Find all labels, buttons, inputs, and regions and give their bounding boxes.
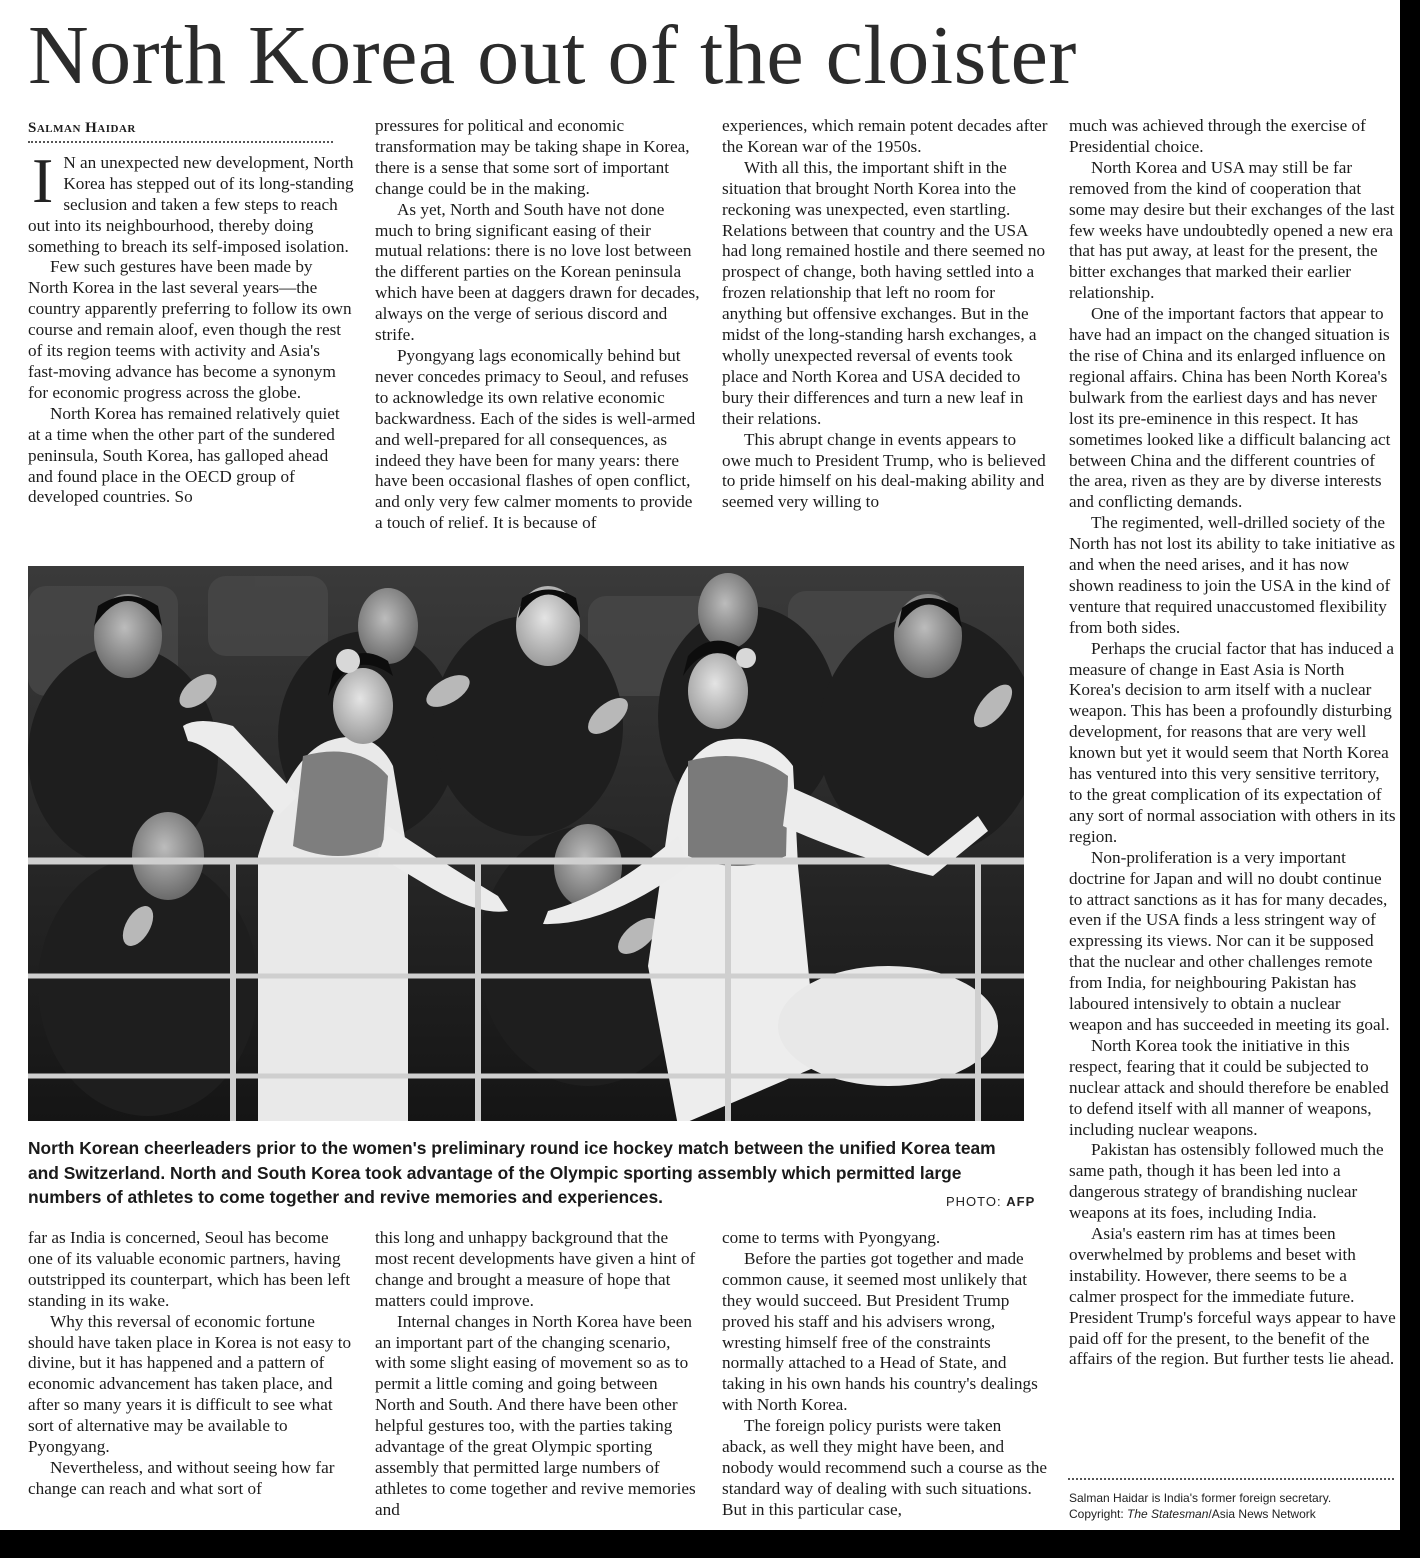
paragraph: This abrupt change in events appears to owe much to President Trump, who is believed to pride himself on his deal-making ability and seemed very willing to [722, 429, 1046, 512]
paragraph: Internal changes in North Korea have been an important part of the changing scenario, with some slight easing of movement so as to permit a little coming and going between North and South. And there have been other helpful gestures too, with the parties taking advantage of the great Olympic sporting assembly that permitted large numbers of athletes to come together and revive memories and [375, 1311, 696, 1519]
paragraph: The regimented, well-drilled society of the North has not lost its ability to take initiative as and when the need arises, and it has now shown readiness to join the USA in the kind of venture that required unaccustomed flexibility from both sides. [1069, 513, 1396, 637]
paragraph: Few such gestures have been made by North Korea in the last several years—the country apparently preferring to follow its own course and remain aloof, even though the rest of its region teems with activity and Asia's fast-moving advance has become a synonym for economic progress across the globe. [28, 257, 352, 402]
paragraph: experiences, which remain potent decades after the Korean war of the 1950s. [722, 116, 1048, 156]
paragraph: North Korea and USA may still be far removed from the kind of cooperation that some may desire but their exchanges of the last few weeks have undoubtedly opened a new era that has put away, at least for the present, the bitter exchanges that marked their earlier relationship. [1069, 157, 1395, 303]
paragraph: far as India is concerned, Seoul has become one of its valuable economic partners, having outstripped its counterpart, which has been left standing in its wake. [28, 1228, 351, 1310]
paragraph: pressures for political and economic transformation may be taking shape in Korea, there is a sense that some sort of important change could be in the making. [375, 116, 690, 198]
column-2-bottom [375, 1228, 701, 1524]
paragraph: Perhaps the crucial factor that has induced a measure of change in East Asia is North Korea's decision to arm itself with a nuclear weapon. This has been a profoundly disturbing development, for reasons that are very well known but yet it would seem that North Korea has ventured into this very sensitive territory, to the great complication of its expectation of any sort of normal association with others in its region. [1069, 638, 1396, 846]
cheerleaders-photo [28, 566, 1024, 1121]
paragraph: North Korea took the initiative in this respect, fearing that it could be subjected to nuclear attack and should therefore be enabled to defend itself with all manner of weapons, including nuclear weapons. [1069, 1035, 1389, 1139]
column-1-top [28, 118, 354, 552]
paragraph: Before the parties got together and made common cause, it seemed most unlikely that they would succeed. But President Trump proved his staff and his advisers wrong, wresting himself free of the constraints normally attached to a Head of State, and taking in his own hands his country's dealings with North Korea. [722, 1248, 1038, 1415]
paragraph: As yet, North and South have not done much to bring significant easing of their mutual relations: there is no love lost between the different parties on the Korean peninsula which have been at daggers drawn for decades, always on the verge of serious discord and strife. [375, 199, 700, 345]
paragraph: Pyongyang lags economically behind but never concedes primacy to Seoul, and refuses to acknowledge its own relative economic backwardness. Each of the sides is well-armed and well-prepared for all consequences, as indeed they have been for many years: there have been occasional flashes of open conflict, and only very few calmer moments to provide a touch of relief. It is because of [375, 345, 696, 533]
drop-cap: I [32, 144, 54, 216]
paragraph: North Korea has remained relatively quiet at a time when the other part of the sundered peninsula, South Korea, has galloped ahead and found place in the OECD group of developed countries. So [28, 403, 340, 507]
paragraph: this long and unhappy background that the most recent developments have given a hint of change and brought a measure of hope that matters could improve. [375, 1228, 696, 1310]
publication-name: The Statesman [1127, 1507, 1209, 1521]
paragraph: come to terms with Pyongyang. [722, 1228, 941, 1247]
footer-divider [1068, 1478, 1394, 1480]
copyright-line: Copyright: The Statesman/Asia News Network [1069, 1507, 1316, 1521]
photo-credit: PHOTO: AFP [946, 1194, 1036, 1209]
paragraph: much was achieved through the exercise of Presidential choice. [1069, 116, 1366, 156]
paragraph: Nevertheless, and without seeing how far change can reach and what sort of [28, 1457, 335, 1498]
column-3-bottom [722, 1228, 1048, 1524]
byline: Salman Haidar [28, 118, 333, 143]
column-right [1069, 116, 1397, 1474]
column-1-bottom [28, 1228, 354, 1524]
column-2-top [375, 116, 701, 556]
paragraph: Why this reversal of economic fortune should have taken place in Korea is not easy to divine, but it has happened and a pattern of economic advancement has taken place, and after so many years it is difficult to see what sort of alternative may be available to Pyongyang. [28, 1311, 352, 1457]
paragraph: With all this, the important shift in the situation that brought North Korea into the reckoning was unexpected, even startling. Relations between that country and the USA had long remained hostile and there seemed no prospect of change, both having settled into a frozen relationship that left no room for anything but offensive exchanges. But in the midst of the long-standing harsh exchanges, a wholly unexpected reversal of events took place and North Korea and USA decided to bury their differences and turn a new leaf in their relations. [722, 157, 1046, 428]
column-3-top [722, 116, 1048, 556]
news-photo [28, 566, 1024, 1121]
photo-caption: North Korean cheerleaders prior to the women's preliminary round ice hockey match between the unified Korea team and Switzerland. North and South Korea took advantage of the Olympic sporting assembly which permitted large numbers of athletes to come together and revive memories and experiences. [28, 1138, 996, 1207]
paragraph: The foreign policy purists were taken aback, as well they might have been, and nobody would recommend such a course as the standard way of dealing with such situations. But in this particular case, [722, 1416, 1048, 1519]
paragraph: Asia's eastern rim has at times been overwhelmed by problems and beset with instability. However, there seems to be a calmer prospect for the immediate future. President Trump's forceful ways appear to have paid off for the present, to the benefit of the affairs of the region. But further tests lie ahead. [1069, 1224, 1396, 1369]
paragraph: Pakistan has ostensibly followed much the same path, though it has been led into a dangerous strategy of brandishing nuclear weapons at its foes, including India. [1069, 1140, 1384, 1223]
paragraph: Non-proliferation is a very important doctrine for Japan and will no doubt continue to attract sanctions as it has for many decades, even if the USA finds a less stringent way of expressing its views. Nor can it be supposed that the nuclear and other challenges remote from India, for neighbouring Pakistan has laboured intensively to obtain a nuclear weapon and has succeeded in meeting its goal. [1069, 847, 1390, 1034]
headline: North Korea out of the cloister [28, 9, 1077, 102]
paragraph: I N an unexpected new development, North Korea has stepped out of its long-standing seclusion and taken a few steps to reach out into its neighbourhood, thereby doing something to breach its self-imposed isolation. [28, 144, 354, 256]
paragraph: One of the important factors that appear to have had an impact on the changed situation is the rise of China and its enlarged influence on regional affairs. China has been North Korea's bulwark from the earliest days and has never lost its pre-eminence in this respect. It has sometimes looked like a difficult balancing act between China and the different countries of the area, riven as they are by diverse interests and conflicting demands. [1069, 304, 1391, 512]
author-bio: Salman Haidar is India's former foreign secretary. [1069, 1491, 1332, 1505]
author-footer [1069, 1490, 1399, 1522]
